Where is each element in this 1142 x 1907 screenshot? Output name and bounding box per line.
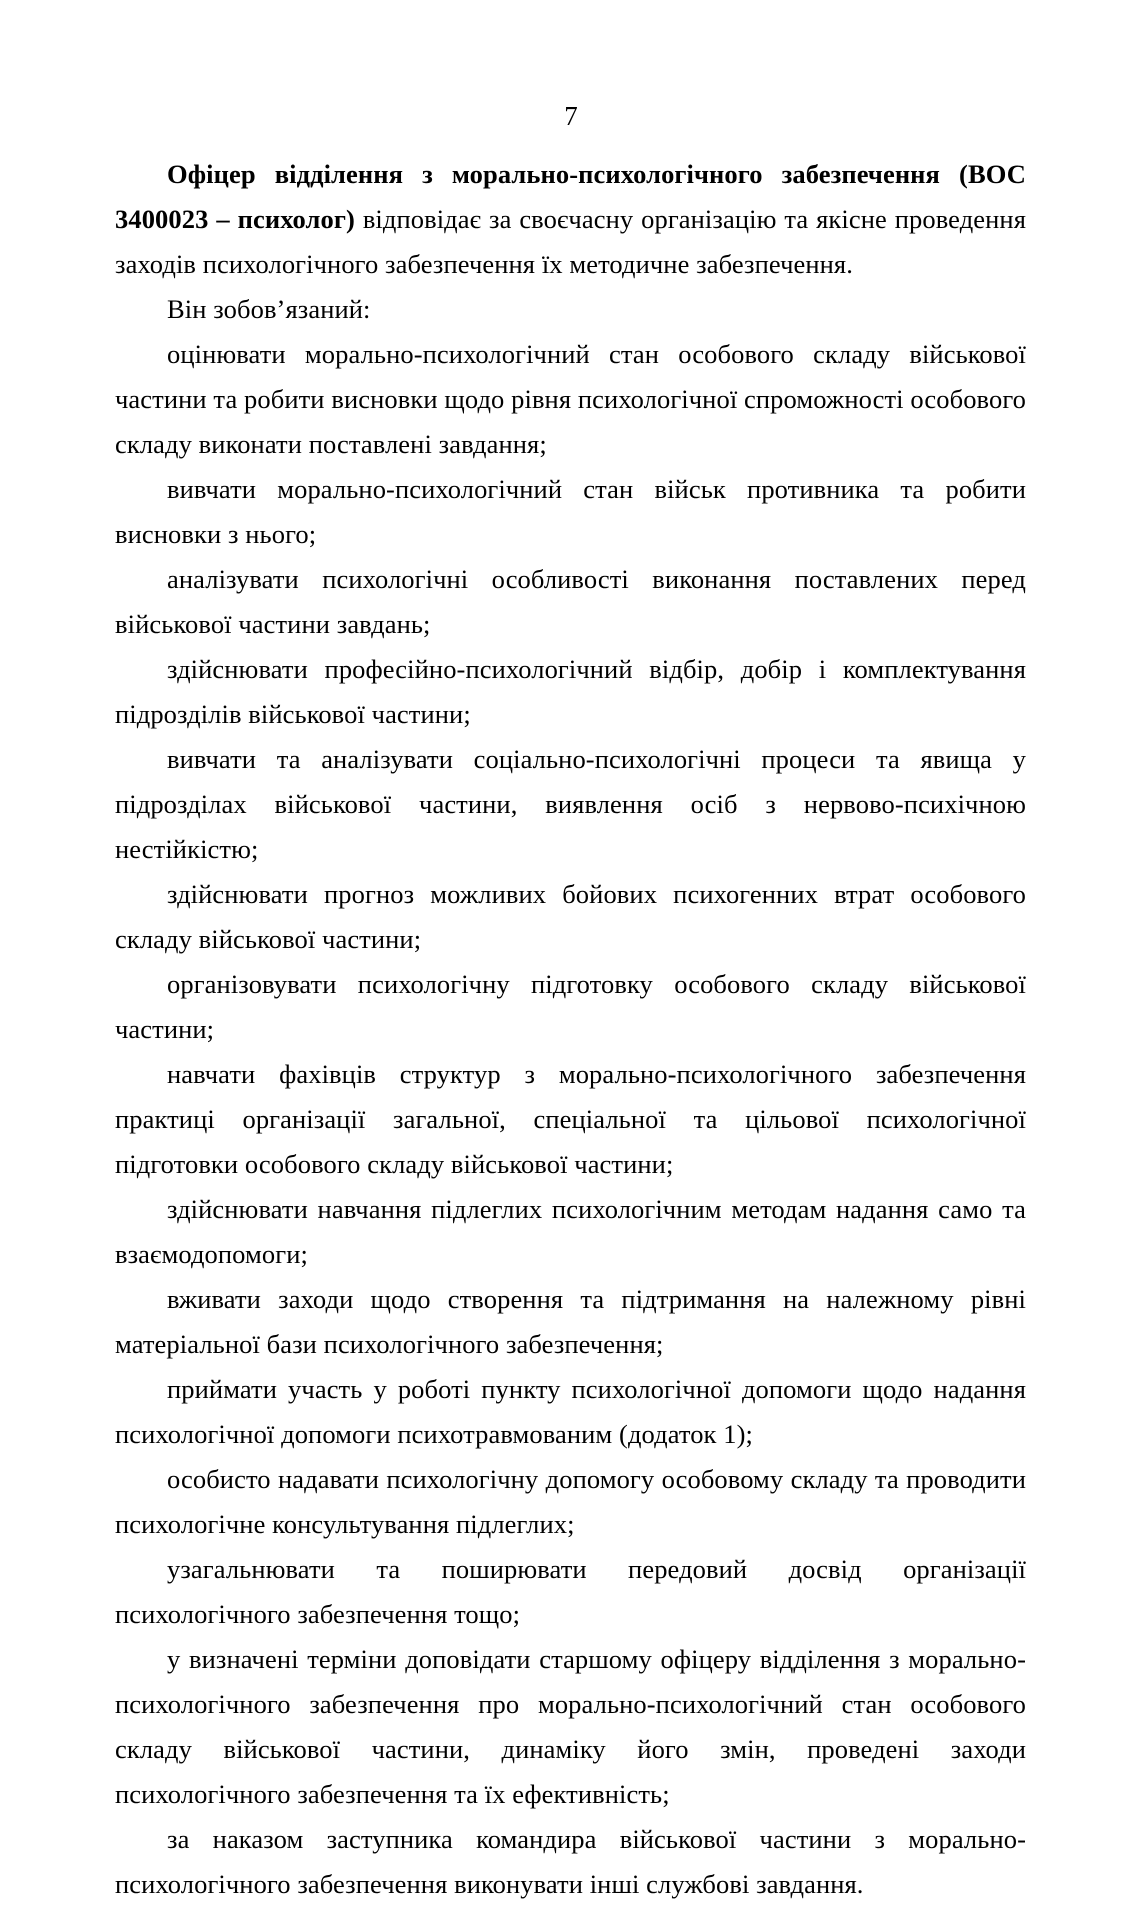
duty-item: за наказом заступника командира військової частини з морально-психологічного забезпечення виконувати інші службові завдання. [115,1824,1026,1899]
obligations-heading: Він зобов’язаний: [167,294,371,324]
duty-item: оцінювати морально-психологічний стан особового складу військової частини та робити висновки щодо рівня психологічної спроможності особового складу виконати поставлені завдання; [115,339,1026,459]
duty-item: узагальнювати та поширювати передовий досвід організації психологічного забезпечення тощо; [115,1554,1026,1629]
intro-paragraph [115,152,1026,287]
duty-item: вивчати та аналізувати соціально-психологічні процеси та явища у підрозділах військової частини, виявлення осіб з нервово-психічною нестійкістю; [115,744,1026,864]
duty-item: організовувати психологічну підготовку особового складу військової частини; [115,969,1026,1044]
duty-item: здійснювати прогноз можливих бойових психогенних втрат особового складу військової частини; [115,879,1026,954]
document-body [115,152,1026,1907]
duty-item: вивчати морально-психологічний стан військ противника та робити висновки з нього; [115,474,1026,549]
duty-item: аналізувати психологічні особливості виконання поставлених перед військової частини завдань; [115,564,1026,639]
duty-item: приймати участь у роботі пункту психологічної допомоги щодо надання психологічної допомоги психотравмованим (додаток 1); [115,1374,1026,1449]
duty-item: особисто надавати психологічну допомогу особовому складу та проводити психологічне консультування підлеглих; [115,1464,1026,1539]
page-number: 7 [564,101,578,131]
intro-bold-lead: Офіцер відділення з морально-психологічного забезпечення (ВОС 3400023 – психолог) [115,159,1026,234]
duty-item: навчати фахівців структур з морально-психологічного забезпечення практиці організації загальної, спеціальної та цільової психологічної підготовки особового складу військової частини; [115,1059,1026,1179]
duty-item: вживати заходи щодо створення та підтримання на належному рівні матеріальної бази психологічного забезпечення; [115,1284,1026,1359]
duty-item: здійснювати професійно-психологічний відбір, добір і комплектування підрозділів військової частини; [115,654,1026,729]
intro-rest: відповідає за своєчасну організацію та якісне проведення заходів психологічного забезпечення їх методичне забезпечення. [115,204,1026,279]
duty-item: здійснювати навчання підлеглих психологічним методам надання само та взаємодопомоги; [115,1194,1026,1269]
duty-item: у визначені терміни доповідати старшому офіцеру відділення з морально-психологічного забезпечення про морально-психологічний стан особового складу військової частини, динаміку його змін, проведені заходи психологічного забезпечення та їх ефективність; [115,1644,1026,1809]
